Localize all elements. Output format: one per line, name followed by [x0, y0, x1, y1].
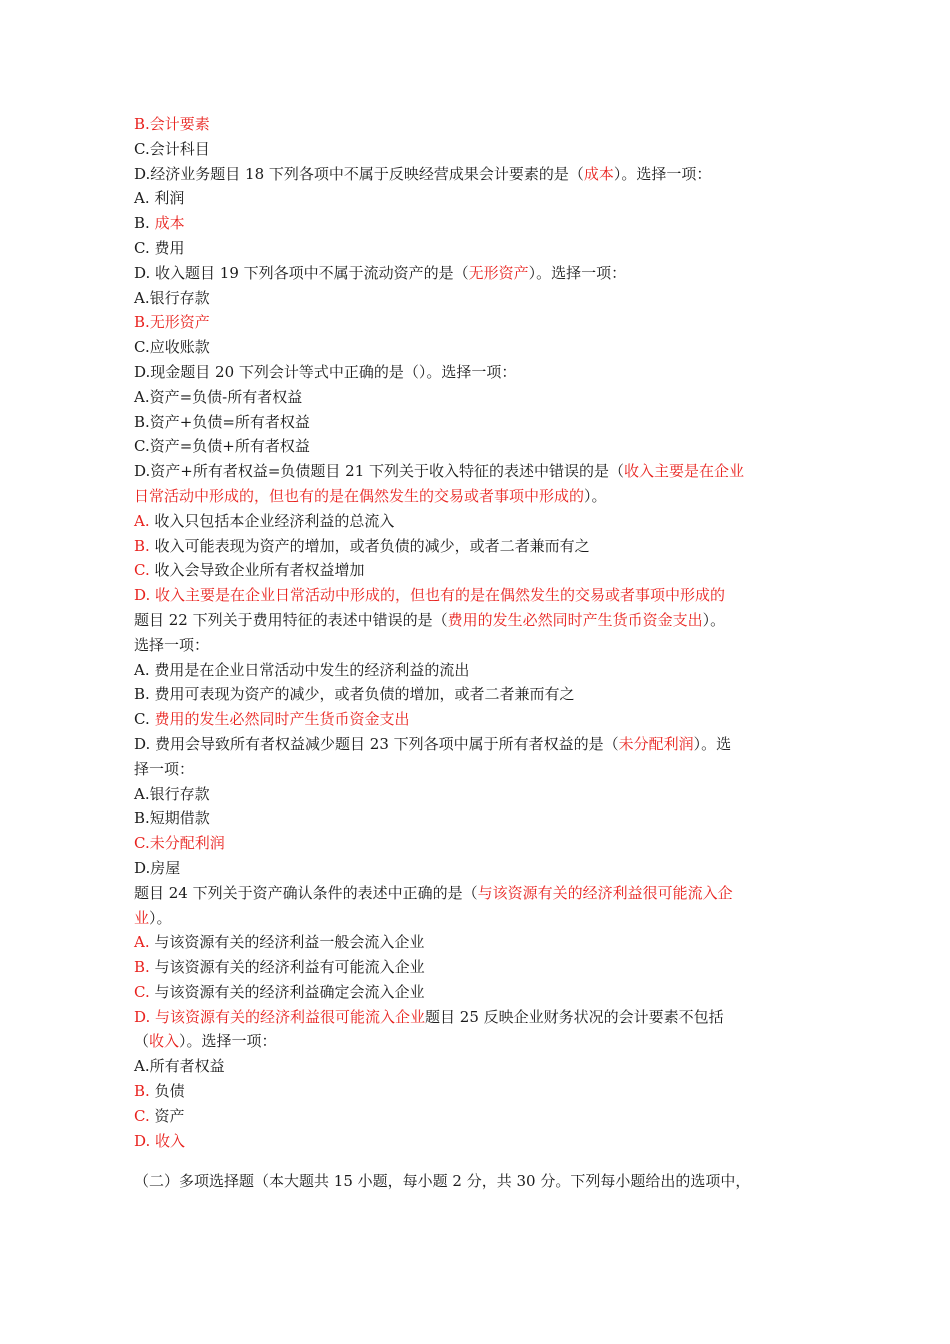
question-text: 与该资源有关的经济利益一般会流入企业 — [149, 933, 425, 952]
text-line — [134, 534, 824, 559]
text-line — [134, 1029, 824, 1054]
text-line — [134, 360, 824, 385]
text-line — [134, 137, 824, 162]
text-line — [134, 608, 824, 633]
question-text: 与该资源有关的经济利益有可能流入企业 — [149, 958, 425, 977]
answer-text: C. — [134, 982, 150, 1001]
question-text: A. 费用是在企业日常活动中发生的经济利益的流出 — [134, 660, 470, 679]
text-line — [134, 162, 824, 187]
text-line — [134, 211, 824, 236]
question-text: D.经济业务题目 18 下列各项中不属于反映经营成果会计要素的是（ — [134, 164, 584, 183]
question-text: C.应收账款 — [134, 338, 210, 357]
text-line — [134, 236, 824, 261]
text-line — [134, 186, 824, 211]
text-line — [134, 881, 824, 906]
answer-text: A. — [134, 933, 150, 952]
question-text: ）。选择一项： — [528, 263, 627, 282]
answer-text: D. 收入主要是在企业日常活动中形成的，但也有的是在偶然发生的交易或者事项中形成的 — [134, 586, 726, 605]
question-text: C.会计科目 — [134, 139, 210, 158]
answer-text: C.未分配利润 — [134, 834, 225, 853]
text-line — [134, 930, 824, 955]
question-text: D.现金题目 20 下列会计等式中正确的是（）。选择一项： — [134, 362, 517, 381]
question-text: 题目 24 下列关于资产确认条件的表述中正确的是（ — [134, 883, 478, 902]
text-line — [134, 757, 824, 782]
answer-text: 收入主要是在企业 — [624, 462, 745, 481]
question-text: C. — [134, 710, 155, 729]
question-text: 资产 — [149, 1106, 185, 1125]
question-text: ）。 — [702, 610, 726, 629]
answer-text: C. — [134, 561, 150, 580]
text-line — [134, 261, 824, 286]
question-text: A.资产=负债-所有者权益 — [134, 387, 303, 406]
question-text: D.房屋 — [134, 858, 181, 877]
document-body — [134, 112, 824, 1194]
text-line — [134, 806, 824, 831]
question-text: A. 利润 — [134, 189, 185, 208]
question-text: （ — [134, 1032, 150, 1051]
text-line — [134, 286, 824, 311]
answer-text: D. 收入 — [134, 1131, 186, 1150]
answer-text: 业 — [134, 908, 150, 927]
question-text: ）。选择一项： — [179, 1032, 277, 1051]
text-line — [134, 732, 824, 757]
text-line — [134, 385, 824, 410]
section-intro: （二）多项选择题（本大题共 15 小题，每小题 2 分，共 30 分。下列每小题给出的选项中， — [134, 1172, 751, 1191]
question-text: B.短期借款 — [134, 809, 210, 828]
question-text: A.银行存款 — [134, 784, 210, 803]
answer-text: B. — [134, 958, 150, 977]
text-line — [134, 1079, 824, 1104]
text-line — [134, 509, 824, 534]
answer-text: 费用的发生必然同时产生货币资金支出 — [447, 610, 703, 629]
question-text: ）。选 — [693, 734, 732, 753]
question-text: D. 收入题目 19 下列各项中不属于流动资产的是（ — [134, 263, 469, 282]
text-line — [134, 484, 824, 509]
answer-text: B. — [134, 1082, 150, 1101]
question-text: B.资产+负债=所有者权益 — [134, 412, 310, 431]
answer-text: B.无形资产 — [134, 313, 210, 332]
text-line — [134, 459, 824, 484]
question-text: D. 费用会导致所有者权益减少题目 23 下列各项中属于所有者权益的是（ — [134, 734, 619, 753]
question-text: 负债 — [149, 1082, 185, 1101]
question-text: ）。 — [584, 486, 607, 505]
answer-text: 成本 — [154, 214, 185, 233]
question-text: C. 费用 — [134, 238, 185, 257]
question-text: 与该资源有关的经济利益确定会流入企业 — [149, 982, 425, 1001]
text-line — [134, 583, 824, 608]
text-line — [134, 782, 824, 807]
text-line — [134, 633, 824, 658]
question-text: 收入会导致企业所有者权益增加 — [149, 561, 365, 580]
text-line — [134, 658, 824, 683]
question-text: D.资产+所有者权益=负债题目 21 下列关于收入特征的表述中错误的是（ — [134, 462, 625, 481]
answer-text: 费用的发生必然同时产生货币资金支出 — [154, 710, 410, 729]
text-line — [134, 1129, 824, 1154]
question-text: 题目 22 下列关于费用特征的表述中错误的是（ — [134, 610, 448, 629]
question-text: 择一项： — [134, 759, 195, 778]
text-line — [134, 434, 824, 459]
text-line — [134, 335, 824, 360]
text-line — [134, 682, 824, 707]
text-line — [134, 410, 824, 435]
text-line — [134, 980, 824, 1005]
text-line — [134, 310, 824, 335]
text-line — [134, 1104, 824, 1129]
answer-text: 未分配利润 — [618, 734, 694, 753]
text-line — [134, 707, 824, 732]
text-line — [134, 558, 824, 583]
question-text: 题目 25 反映企业财务状况的会计要素不包括 — [425, 1007, 724, 1026]
question-text: B. 费用可表现为资产的减少，或者负债的增加，或者二者兼而有之 — [134, 685, 575, 704]
question-text: 收入可能表现为资产的增加，或者负债的减少，或者二者兼而有之 — [149, 536, 590, 555]
question-text: B. — [134, 214, 155, 233]
answer-text: 日常活动中形成的，但也有的是在偶然发生的交易或者事项中形成的 — [134, 486, 585, 505]
answer-text: D. 与该资源有关的经济利益很可能流入企业 — [134, 1007, 426, 1026]
text-line — [134, 831, 824, 856]
answer-text: 收入 — [149, 1032, 180, 1051]
answer-text: B.会计要素 — [134, 115, 210, 133]
answer-text: 无形资产 — [468, 263, 529, 282]
answer-text: A. — [134, 511, 150, 530]
answer-text: 成本 — [583, 164, 614, 183]
text-line — [134, 955, 824, 980]
text-line — [134, 112, 824, 137]
question-text: A.所有者权益 — [134, 1057, 225, 1076]
text-line — [134, 1005, 824, 1030]
text-line — [134, 906, 824, 931]
answer-text: B. — [134, 536, 150, 555]
question-text: C.资产=负债+所有者权益 — [134, 437, 310, 456]
question-text: ）。选择一项： — [613, 164, 712, 183]
answer-text: 与该资源有关的经济利益很可能流入企 — [477, 883, 733, 902]
question-text: ）。 — [149, 908, 172, 927]
text-line — [134, 856, 824, 881]
question-text: A.银行存款 — [134, 288, 210, 307]
answer-text: C. — [134, 1106, 150, 1125]
question-text: 收入只包括本企业经济利益的总流入 — [149, 511, 395, 530]
question-text: 选择一项： — [134, 635, 210, 654]
text-line — [134, 1054, 824, 1079]
